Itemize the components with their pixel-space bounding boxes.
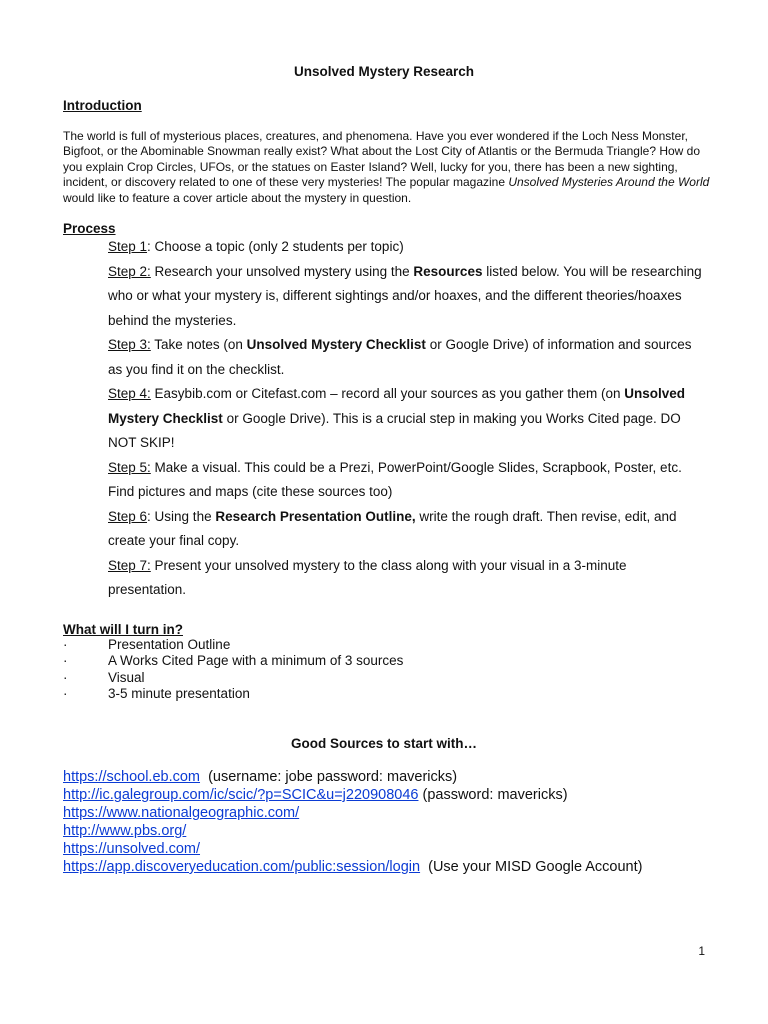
- page-number: 1: [698, 944, 705, 958]
- introduction-paragraph: [63, 129, 713, 206]
- source-note: (username: jobe password: mavericks): [200, 769, 458, 785]
- introduction-heading: Introduction: [63, 98, 142, 113]
- bullet-icon: ·: [63, 637, 68, 652]
- source-row: [63, 804, 642, 822]
- bullet-icon: ·: [63, 669, 68, 685]
- sources-heading: Good Sources to start with…: [290, 736, 477, 751]
- page-title: Unsolved Mystery Research: [293, 64, 475, 79]
- source-link-pbs[interactable]: http://www.pbs.org/: [63, 823, 187, 839]
- source-row: [63, 858, 642, 876]
- step-label: Step 6: [108, 508, 148, 524]
- source-row: [63, 822, 642, 840]
- intro-magazine-title: Unsolved Mysteries Around the World: [508, 175, 710, 190]
- bullet-icon: ·: [63, 686, 68, 702]
- step-2: Step 2: Research your unsolved mystery using the Resources listed below. You will be researching who or what your mystery is, different sightings and/or hoaxes, and the different theories/hoaxes behind the mysteries.: [108, 263, 702, 328]
- step-5: Step 5: Make a visual. This could be a Prezi, PowerPoint/Google Slides, Scrapbook, Poster, etc. Find pictures and maps (cite these sources too): [108, 459, 682, 499]
- intro-text-1: The world is full of mysterious places, creatures, and phenomena. Have you ever wondered if the Loch Ness Monster, Bigfoot, or the Abominable Snowman really exist? What about the Lost City of Atlantis or the Bermuda Triangle? How do you explain Crop Circles, UFOs, or the statues on Easter Island? Well, lucky for you, there has been a new sighting, incident, or discovery related to one of these very mysteries! The popular magazine: [63, 129, 701, 190]
- source-row: [63, 786, 642, 804]
- step-7: Step 7: Present your unsolved mystery to the class along with your visual in a 3-minute presentation.: [108, 557, 627, 597]
- step-label: Step 3:: [108, 337, 151, 352]
- source-link-unsolved[interactable]: https://unsolved.com/: [63, 841, 201, 857]
- source-note: (Use your MISD Google Account): [420, 859, 643, 875]
- source-link-discovery[interactable]: https://app.discoveryeducation.com/public:session/login: [63, 859, 421, 875]
- step-4: Step 4: Easybib.com or Citefast.com – record all your sources as you gather them (on Unsolved Mystery Checklist or Google Drive). This is a crucial step in making you Works Cited page. DO NOT SKIP!: [108, 386, 686, 450]
- source-link-britannica[interactable]: https://school.eb.com: [63, 769, 201, 785]
- process-heading: Process: [63, 221, 116, 236]
- step-label: Step 7:: [108, 557, 151, 573]
- bullet-icon: ·: [63, 653, 68, 669]
- source-note: (password: mavericks): [418, 787, 568, 803]
- step-3: Step 3: Take notes (on Unsolved Mystery Checklist or Google Drive) of information and sources as you find it on the checklist.: [108, 337, 692, 377]
- step-label: Step 2:: [108, 263, 151, 279]
- source-row: [63, 768, 642, 786]
- source-links: [63, 768, 642, 876]
- source-row: [63, 840, 642, 858]
- step-label: Step 5:: [108, 459, 151, 475]
- step-label: Step 1: [108, 239, 148, 254]
- document-page: Unsolved Mystery Research Introduction The world is full of mysterious places, creatures, and phenomena. Have you ever wondered if the Loch Ness Monster, Bigfoot, or the Abominable Snowman really exist? What about the Lost City of Atlantis or the Bermuda Triangle? How do you explain Crop Circles, UFOs, or the statues on Easter Island? Well, lucky for you, there has been a new sighting, incident, or discovery related to one of these very mysteries! The popular magazine Unsolved Mysteries Around the World would like to feature a cover article about the mystery in question. Process Step 1: Choose a topic (only 2 students per topic) Step 2: Research your unsolved mystery using the Resources listed below. You will be researching who or what your mystery is, different sightings and/or hoaxes, and the different theories/hoaxes behind the mysteries. Step 3: Take notes (on Unsolved Mystery Checklist or Google Drive) of information and sources as you find it on the checklist. Step 4: Easybib.com or Citefast.com – record all your sources as you gather them (on Unsolved Mystery Checklist or Google Drive). This is a crucial step in making you Works Cited page. DO NOT SKIP! Step 5: Make a visual. This could be a Prezi, PowerPoint/Google Slides, Scrapbook, Poster, etc. Find pictures and maps (cite these sources too) Step 6: Using the Research Presentation Outline, write the rough draft. Then revise, edit, and create your final copy. Step 7: Present your unsolved mystery to the class along with your visual in a 3-minute presentation. What will I turn in? · Presentation Outline · A Works Cited Page with a minimum of 3 sources · Visual · 3-5 minute presentation Good Sources to start with… https://school.eb.com (username: jobe password: mavericks) http://ic.galegroup.com/ic/scic/?p=SCIC&u=j220908046 (password: mavericks) https://www.nationalgeographic.com/ http://www.pbs.org/ https://unsolved.com/ https://app.discoveryeducation.com/public:session/login (Use your MISD Google Account) 1: [0, 0, 768, 1024]
- turn-in-heading: What will I turn in?: [63, 622, 183, 637]
- step-label: Step 4:: [108, 386, 151, 401]
- source-link-galegroup[interactable]: http://ic.galegroup.com/ic/scic/?p=SCIC&u=j220908046: [63, 787, 419, 803]
- source-link-natgeo[interactable]: https://www.nationalgeographic.com/: [63, 805, 300, 821]
- process-steps: [108, 235, 708, 603]
- step-1: Step 1: Choose a topic (only 2 students per topic): [108, 239, 404, 254]
- step-6: Step 6: Using the Research Presentation Outline, write the rough draft. Then revise, edit, and create your final copy.: [108, 508, 677, 548]
- intro-text-2: would like to feature a cover article about the mystery in question.: [63, 190, 412, 205]
